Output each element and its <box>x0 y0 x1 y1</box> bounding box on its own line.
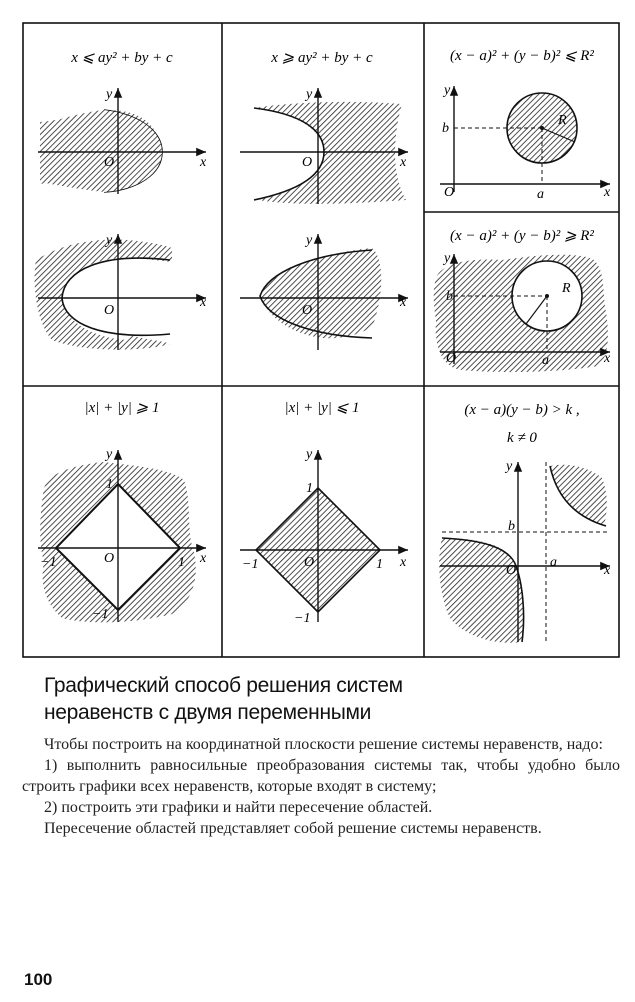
caption-abs-le: |x| + |y| ⩽ 1 <box>284 400 360 416</box>
caption-circle-ge: (x − a)² + (y − b)² ⩾ R² <box>450 228 594 244</box>
caption-abs-ge: |x| + |y| ⩾ 1 <box>84 400 160 416</box>
svg-text:x: x <box>200 155 207 170</box>
svg-text:−1: −1 <box>294 611 311 626</box>
svg-text:x: x <box>604 563 611 578</box>
svg-text:x: x <box>200 551 207 566</box>
svg-text:y: y <box>306 233 313 248</box>
svg-text:y: y <box>506 459 513 474</box>
svg-text:O: O <box>104 155 115 170</box>
paragraph-intro: Чтобы построить на координатной плоскости решение системы неравенств, надо: <box>44 736 603 753</box>
svg-text:x: x <box>604 351 611 366</box>
svg-text:O: O <box>104 551 115 566</box>
caption-parabola-le: x ⩽ ay² + by + c <box>71 50 173 66</box>
graph-parabola-le-1 <box>38 87 207 194</box>
caption-hyperbola-k: k ≠ 0 <box>507 430 537 446</box>
svg-text:O: O <box>302 303 313 318</box>
svg-text:1: 1 <box>178 555 185 570</box>
svg-text:a: a <box>537 187 544 202</box>
svg-text:O: O <box>446 351 457 366</box>
caption-parabola-ge: x ⩾ ay² + by + c <box>271 50 373 66</box>
svg-text:−1: −1 <box>92 607 109 622</box>
svg-text:R: R <box>562 281 571 296</box>
svg-text:O: O <box>302 155 313 170</box>
paragraph-step-1: 1) выполнить равносильные преобразования системы так, чтобы удобно было строить графики всех неравенств, которые входят в систему; <box>22 757 620 795</box>
svg-text:b: b <box>442 121 449 136</box>
svg-text:y: y <box>106 233 113 248</box>
page-number: 100 <box>24 970 53 989</box>
figure-grid <box>22 22 620 658</box>
section-heading <box>44 672 604 726</box>
svg-text:1: 1 <box>376 557 383 572</box>
svg-text:O: O <box>444 185 455 200</box>
svg-text:b: b <box>508 519 515 534</box>
graph-abs-le <box>240 447 408 626</box>
svg-text:O: O <box>304 555 315 570</box>
svg-text:x: x <box>200 295 207 310</box>
svg-text:y: y <box>306 87 313 102</box>
svg-text:−1: −1 <box>40 555 57 570</box>
svg-text:x: x <box>400 155 407 170</box>
heading-line-1: Графический способ решения систем <box>44 674 403 697</box>
svg-text:y: y <box>306 447 313 462</box>
graph-circle-le <box>440 83 611 202</box>
svg-text:a: a <box>542 353 549 368</box>
svg-text:O: O <box>104 303 115 318</box>
svg-text:x: x <box>400 295 407 310</box>
graph-parabola-le-2 <box>35 233 207 350</box>
svg-text:R: R <box>558 113 567 128</box>
graph-abs-ge <box>38 447 207 622</box>
graph-circle-ge <box>434 251 611 372</box>
svg-text:x: x <box>604 185 611 200</box>
svg-text:y: y <box>444 83 451 98</box>
svg-text:−1: −1 <box>242 557 259 572</box>
svg-text:y: y <box>106 87 113 102</box>
graph-parabola-ge-2 <box>240 233 408 350</box>
svg-text:y: y <box>106 447 113 462</box>
svg-text:b: b <box>446 289 453 304</box>
caption-hyperbola: (x − a)(y − b) > k , <box>464 402 580 418</box>
section-body <box>22 734 620 839</box>
paragraph-step-2: 2) построить эти графики и найти пересечение областей. <box>44 799 433 816</box>
svg-text:1: 1 <box>306 481 313 496</box>
svg-text:a: a <box>550 555 557 570</box>
graph-parabola-ge-1 <box>240 87 408 204</box>
svg-text:O: O <box>506 563 517 578</box>
paragraph-conclusion: Пересечение областей представляет собой решение системы неравенств. <box>44 820 542 837</box>
svg-text:y: y <box>444 251 451 266</box>
heading-line-2: неравенств с двумя переменными <box>44 701 372 724</box>
graph-hyperbola <box>439 459 611 643</box>
svg-text:1: 1 <box>106 477 113 492</box>
svg-text:x: x <box>400 555 407 570</box>
caption-circle-le: (x − a)² + (y − b)² ⩽ R² <box>450 48 594 64</box>
